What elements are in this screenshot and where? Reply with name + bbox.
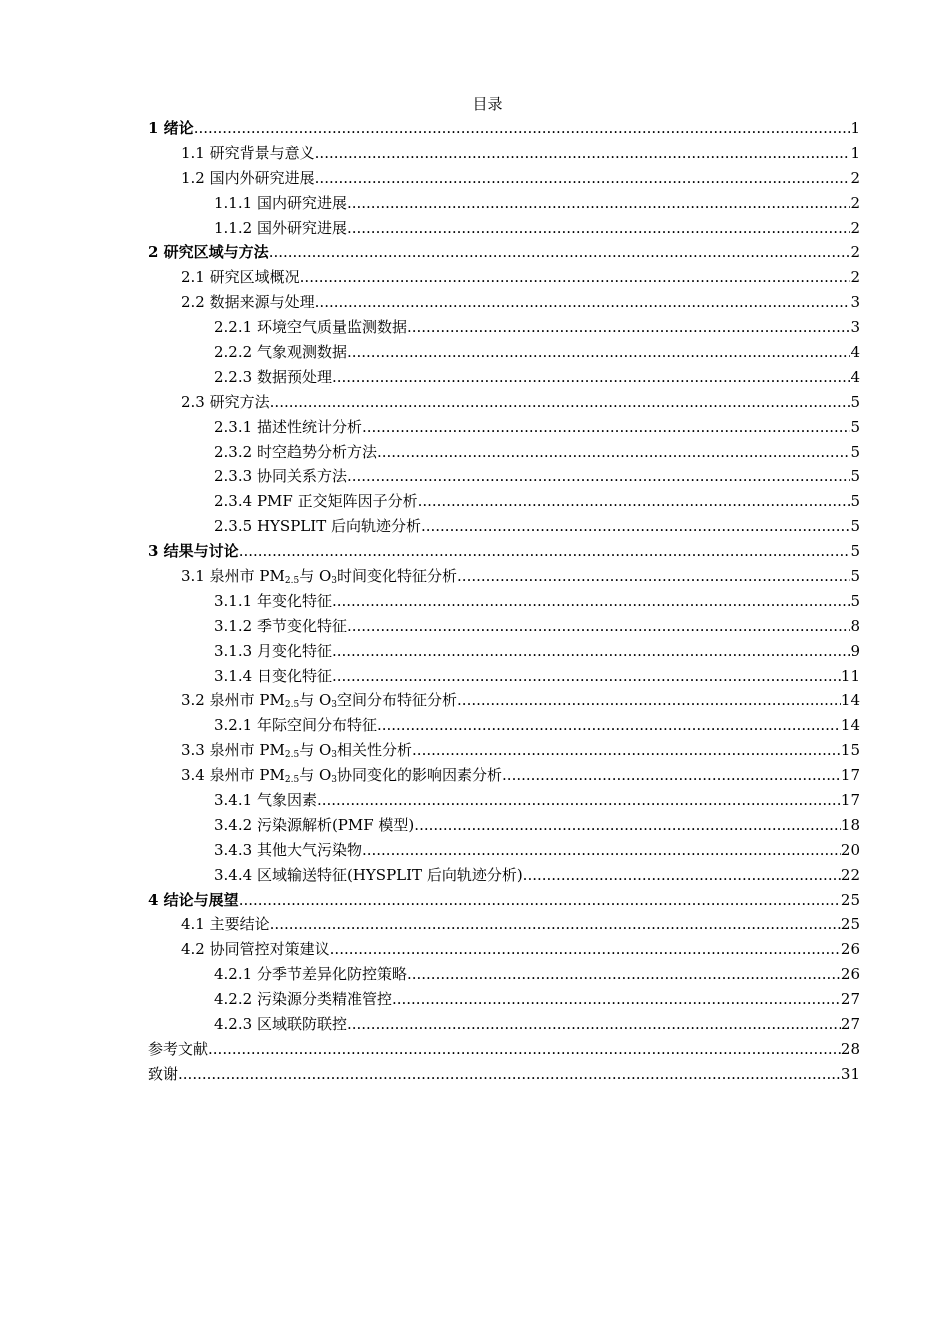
toc-entry[interactable] [148, 166, 860, 191]
toc-entry[interactable] [148, 415, 860, 440]
toc-entry-title [214, 191, 347, 216]
toc-page-number: 25 [840, 915, 860, 934]
toc-entry-text: 时空趋势分析方法 [256, 442, 377, 461]
subscript: 3 [331, 576, 338, 587]
toc-entry-number: 3.4.2 [214, 815, 253, 834]
toc-entry-title [214, 464, 347, 489]
toc-entry[interactable] [148, 290, 860, 315]
dot-leader [330, 937, 841, 962]
toc-entry-text: 泉州市 PM [209, 766, 285, 785]
toc-page-number: 18 [840, 815, 860, 834]
toc-entry-number: 4.2.2 [214, 990, 253, 1009]
dot-leader [315, 141, 851, 166]
toc-entry-number: 2.2.2 [214, 343, 253, 361]
dot-leader [347, 1012, 841, 1037]
toc-entry-number: 1 [148, 118, 159, 137]
dot-leader [377, 713, 841, 738]
toc-page-number: 5 [850, 517, 860, 536]
dot-leader [502, 763, 841, 788]
toc-entry-title [181, 141, 315, 166]
toc-entry-title [214, 713, 377, 738]
toc-entry-title [214, 415, 362, 440]
toc-page-number: 3 [850, 293, 860, 312]
toc-page-number: 17 [840, 791, 860, 810]
dot-leader [362, 415, 850, 440]
toc-entry[interactable] [148, 937, 860, 962]
toc-entry-title [181, 688, 457, 713]
toc-entry[interactable] [148, 315, 860, 340]
toc-page-number: 5 [850, 591, 860, 610]
toc-entry-number: 2.2.1 [214, 318, 253, 337]
toc-entry-number: 3.4.4 [214, 865, 253, 884]
toc-entry-title [181, 166, 315, 191]
toc-entry-number: 3.1.3 [214, 641, 253, 660]
toc-entry[interactable] [148, 440, 860, 465]
toc-entry[interactable] [148, 265, 860, 290]
toc-entry-title [181, 265, 300, 290]
toc-entry[interactable] [148, 340, 860, 365]
toc-page-number: 17 [840, 766, 860, 785]
toc-entry-text: 研究背景与意义 [209, 143, 315, 162]
subscript: 2.5 [284, 750, 300, 761]
toc-entry-title [181, 390, 270, 415]
dot-leader [239, 888, 841, 913]
toc-entry-text: 相关性分析 [337, 741, 413, 760]
toc-entry-text: 主要结论 [209, 915, 270, 934]
toc-page-number: 5 [850, 542, 860, 561]
subscript: 2.5 [284, 775, 300, 786]
dot-leader [347, 464, 850, 489]
toc-entry-number: 2.2 [181, 293, 205, 312]
toc-entry-text: 协同关系方法 [256, 467, 347, 486]
toc-entry-text: 国外研究进展 [256, 218, 347, 237]
dot-leader [347, 216, 850, 241]
toc-entry-title [214, 962, 407, 987]
toc-entry-number: 3.4 [181, 766, 205, 785]
toc-entry-title [148, 539, 239, 564]
toc-entry-title [214, 216, 347, 241]
toc-entry[interactable] [148, 664, 860, 689]
toc-entry[interactable] [148, 539, 860, 564]
toc-entry-number: 3.4.3 [214, 840, 253, 859]
dot-leader [362, 838, 841, 863]
toc-entry-number: 1.1.1 [214, 193, 253, 212]
toc-page-number: 5 [850, 417, 860, 436]
toc-entry-number: 3.1.4 [214, 666, 253, 685]
toc-entry-text: 气象观测数据 [256, 343, 347, 361]
toc-entry-text: 与 O [299, 691, 332, 710]
toc-entry-number: 3 [148, 542, 159, 561]
toc-entry-title [214, 315, 407, 340]
toc-entry-text: 参考文献 [148, 1039, 209, 1058]
dot-leader [194, 116, 851, 141]
toc-entry[interactable] [148, 489, 860, 514]
toc-entry-number: 4 [148, 890, 159, 909]
dot-leader [523, 863, 841, 888]
toc-entry[interactable] [148, 365, 860, 390]
toc-page-number: 8 [850, 616, 860, 635]
toc-entry-text: 国内外研究进展 [209, 168, 315, 187]
toc-entry-title [181, 937, 330, 962]
toc-entry-title [148, 116, 194, 141]
toc-entry-text: 描述性统计分析 [256, 417, 362, 436]
dot-leader [332, 664, 841, 689]
toc-entry-text: 绪论 [163, 118, 194, 137]
toc-entry-text: 与 O [299, 567, 332, 586]
toc-page-number: 2 [850, 218, 860, 237]
toc-entry-text: 气象因素 [256, 791, 317, 810]
toc-title: 目录 [472, 95, 503, 113]
toc-entry-text: 区域联防联控 [256, 1015, 347, 1034]
toc-entry-title [214, 614, 347, 639]
toc-page-number: 4 [850, 367, 860, 386]
toc-entry[interactable] [148, 639, 860, 664]
toc-entry-title [181, 290, 315, 315]
dot-leader [208, 1037, 841, 1062]
toc-entry-text: 环境空气质量监测数据 [256, 318, 407, 337]
toc-entry-title [214, 1012, 347, 1037]
subscript: 3 [331, 700, 338, 711]
toc-entry-text: 国内研究进展 [256, 193, 347, 212]
toc-entry-number: 1.2 [181, 168, 205, 187]
dot-leader [418, 489, 851, 514]
dot-leader [347, 191, 850, 216]
toc-entry-title [214, 365, 332, 390]
toc-entry-number: 2.2.3 [214, 367, 253, 386]
toc-entry-text: 年变化特征 [256, 591, 332, 610]
toc-entry[interactable] [148, 141, 860, 166]
toc-entry-title [214, 788, 317, 813]
toc-page-number: 4 [850, 343, 860, 361]
toc-entry[interactable] [148, 191, 860, 216]
toc-page-number: 5 [850, 467, 860, 486]
subscript: 2.5 [284, 576, 300, 587]
toc-entry-number: 3.4.1 [214, 791, 253, 810]
toc-entry-number: 1.1 [181, 143, 205, 162]
toc-page-number: 22 [840, 865, 860, 884]
dot-leader [239, 539, 851, 564]
dot-leader [407, 315, 850, 340]
toc-page-number: 11 [840, 666, 860, 685]
dot-leader [332, 365, 850, 390]
toc-entry-title [214, 589, 332, 614]
toc-entry-text: 致谢 [148, 1064, 179, 1083]
toc-entry[interactable] [148, 913, 860, 938]
toc-page-number: 2 [850, 193, 860, 212]
toc-entry[interactable] [148, 738, 860, 763]
toc-entry[interactable] [148, 464, 860, 489]
toc-entry[interactable] [148, 713, 860, 738]
toc-entry-number: 3.1 [181, 567, 205, 586]
toc-page-number: 9 [850, 641, 860, 660]
toc-entry-text: 数据来源与处理 [209, 293, 315, 312]
dot-leader [377, 440, 850, 465]
toc-entry[interactable] [148, 589, 860, 614]
toc-entry-number: 3.2 [181, 691, 205, 710]
toc-entry-text: 分季节差异化防控策略 [256, 965, 407, 984]
toc-entry-number: 2.3 [181, 392, 205, 411]
table-of-contents [148, 116, 860, 1087]
toc-entry-title [148, 1037, 208, 1062]
toc-entry-text: 污染源解析(PMF 模型) [256, 815, 415, 834]
toc-entry[interactable] [148, 987, 860, 1012]
toc-entry[interactable] [148, 1012, 860, 1037]
dot-leader [332, 639, 850, 664]
toc-entry[interactable] [148, 390, 860, 415]
toc-entry-number: 3.1.2 [214, 616, 253, 635]
toc-entry-number: 3.1.1 [214, 591, 253, 610]
toc-entry-title [214, 863, 523, 888]
toc-entry[interactable] [148, 962, 860, 987]
toc-entry[interactable] [148, 564, 860, 589]
toc-entry-number: 2.3.3 [214, 467, 253, 486]
toc-page-number: 28 [840, 1039, 860, 1058]
toc-entry-number: 4.2.3 [214, 1015, 253, 1034]
toc-entry-text: 污染源分类精准管控 [256, 990, 392, 1009]
dot-leader [269, 240, 851, 265]
toc-page-number: 15 [840, 741, 860, 760]
toc-entry-text: 与 O [299, 741, 332, 760]
dot-leader [457, 564, 850, 589]
toc-entry-number: 2.3.5 [214, 517, 253, 536]
toc-entry-number: 3.3 [181, 741, 205, 760]
toc-entry-text: 月变化特征 [256, 641, 332, 660]
dot-leader [412, 738, 841, 763]
toc-entry-title [214, 489, 418, 514]
toc-entry-text: 年际空间分布特征 [256, 716, 377, 735]
toc-entry[interactable] [148, 763, 860, 788]
toc-entry[interactable] [148, 614, 860, 639]
toc-entry-number: 2 [148, 243, 159, 262]
subscript: 3 [331, 750, 338, 761]
toc-entry[interactable] [148, 838, 860, 863]
toc-entry-title [214, 340, 347, 365]
toc-entry-text: 区域输送特征(HYSPLIT 后向轨迹分析) [256, 865, 523, 884]
toc-entry[interactable] [148, 240, 860, 265]
toc-entry[interactable] [148, 1037, 860, 1062]
toc-entry-text: 研究区域与方法 [163, 243, 269, 262]
toc-entry-title [148, 1062, 178, 1087]
toc-entry-title [181, 564, 457, 589]
toc-page-number: 27 [840, 990, 860, 1009]
dot-leader [317, 788, 841, 813]
toc-page-number: 3 [850, 318, 860, 337]
toc-entry-text: 泉州市 PM [209, 741, 285, 760]
toc-page-number: 1 [850, 118, 860, 137]
dot-leader [414, 813, 841, 838]
toc-entry[interactable] [148, 116, 860, 141]
toc-entry-text: 与 O [299, 766, 332, 785]
toc-entry-number: 4.1 [181, 915, 205, 934]
toc-entry[interactable] [148, 813, 860, 838]
subscript: 2.5 [284, 700, 300, 711]
dot-leader [270, 912, 841, 937]
toc-entry-text: 数据预处理 [256, 367, 332, 386]
toc-entry[interactable] [148, 863, 860, 888]
toc-entry-text: 泉州市 PM [209, 567, 285, 586]
toc-entry-number: 2.3.4 [214, 492, 253, 511]
toc-page-number: 14 [840, 691, 860, 710]
toc-page-number: 25 [840, 890, 860, 909]
toc-entry-title [214, 440, 377, 465]
toc-entry-title [148, 888, 239, 913]
toc-entry-text: 研究区域概况 [209, 268, 300, 287]
toc-entry-number: 3.2.1 [214, 716, 253, 735]
toc-entry-text: 协同变化的影响因素分析 [337, 766, 503, 785]
toc-entry[interactable] [148, 1062, 860, 1087]
toc-entry[interactable] [148, 688, 860, 713]
toc-entry-title [181, 763, 502, 788]
toc-page-number: 1 [850, 143, 860, 162]
dot-leader [407, 962, 841, 987]
toc-entry[interactable] [148, 216, 860, 241]
toc-entry-number: 2.3.2 [214, 442, 253, 461]
dot-leader [315, 166, 851, 191]
toc-entry-text: 时间变化特征分析 [337, 567, 458, 586]
dot-leader [300, 265, 851, 290]
toc-page-number: 2 [850, 168, 860, 187]
toc-entry-title [214, 664, 332, 689]
toc-page-number: 2 [850, 268, 860, 287]
toc-page-number: 31 [840, 1064, 860, 1083]
toc-page-number: 14 [840, 716, 860, 735]
toc-page-number: 20 [840, 840, 860, 859]
dot-leader [347, 340, 850, 365]
toc-entry-number: 4.2.1 [214, 965, 253, 984]
toc-entry-text: PMF 正交矩阵因子分析 [256, 492, 418, 511]
toc-entry[interactable] [148, 888, 860, 913]
toc-entry-number: 2.1 [181, 268, 205, 287]
dot-leader [178, 1062, 841, 1087]
toc-entry-number: 2.3.1 [214, 417, 253, 436]
toc-entry-title [214, 639, 332, 664]
toc-page-number: 5 [850, 442, 860, 461]
toc-entry-title [181, 912, 270, 937]
toc-page-number: 26 [840, 940, 860, 959]
toc-entry[interactable] [148, 514, 860, 539]
dot-leader [332, 589, 850, 614]
dot-leader [270, 390, 851, 415]
toc-entry-title [214, 838, 362, 863]
toc-entry-text: 协同管控对策建议 [209, 940, 330, 959]
toc-entry-text: 研究方法 [209, 392, 270, 411]
dot-leader [392, 987, 841, 1012]
toc-entry-title [214, 813, 414, 838]
toc-entry-title [181, 738, 412, 763]
toc-entry-text: 结论与展望 [163, 890, 239, 909]
toc-entry-text: 结果与讨论 [163, 542, 239, 561]
toc-page-number: 26 [840, 965, 860, 984]
toc-entry-text: 其他大气污染物 [256, 840, 362, 859]
toc-entry-text: 泉州市 PM [209, 691, 285, 710]
toc-entry-title [148, 240, 269, 265]
toc-entry-text: 空间分布特征分析 [337, 691, 458, 710]
toc-entry-text: HYSPLIT 后向轨迹分析 [256, 517, 421, 536]
toc-page-number: 5 [850, 492, 860, 511]
dot-leader [421, 514, 850, 539]
toc-page-number: 2 [850, 243, 860, 262]
toc-page-number: 5 [850, 392, 860, 411]
toc-entry-title [214, 514, 421, 539]
toc-entry-text: 日变化特征 [256, 666, 332, 685]
toc-page-number: 27 [840, 1015, 860, 1034]
subscript: 3 [331, 775, 338, 786]
toc-page-number: 5 [850, 567, 860, 586]
dot-leader [315, 290, 851, 315]
toc-entry-text: 季节变化特征 [256, 616, 347, 635]
toc-entry-title [214, 987, 392, 1012]
toc-entry-number: 1.1.2 [214, 218, 253, 237]
dot-leader [457, 688, 841, 713]
toc-entry[interactable] [148, 788, 860, 813]
toc-entry-number: 4.2 [181, 940, 205, 959]
dot-leader [347, 614, 850, 639]
